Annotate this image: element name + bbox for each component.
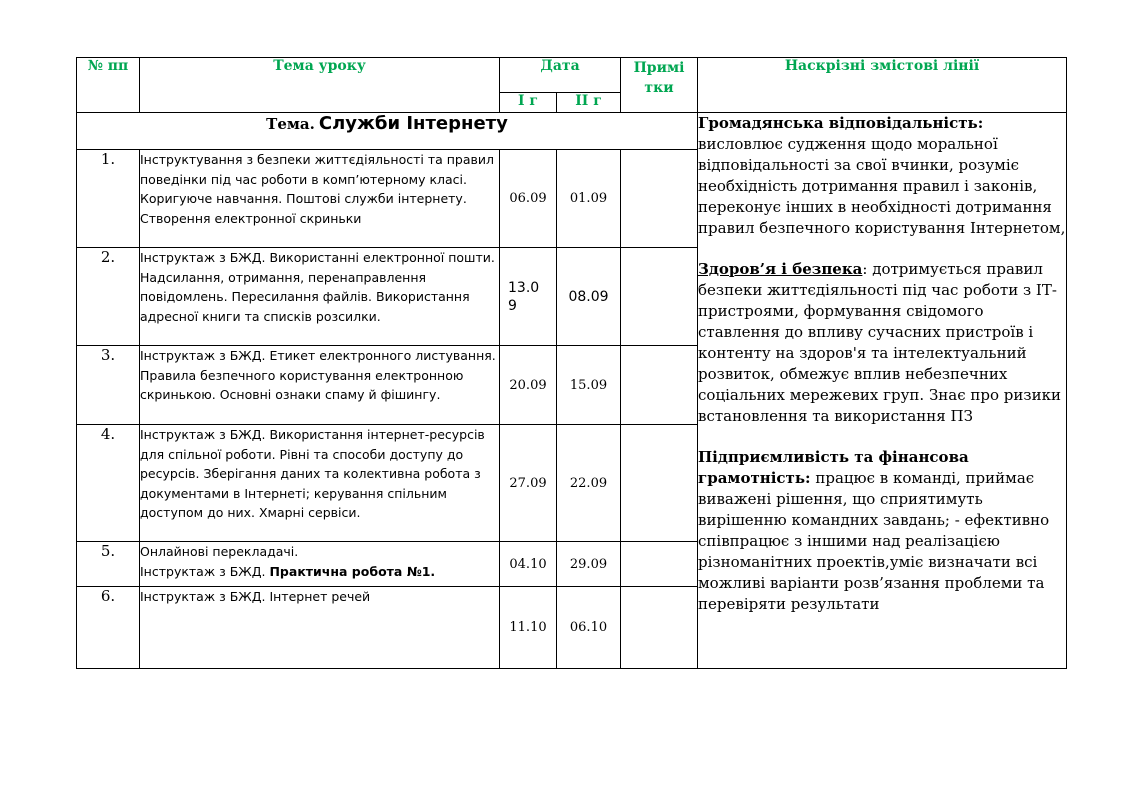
section-label: Тема. xyxy=(266,115,315,133)
line-enterprise-text: працює в команді, приймає виважені рішення, що сприятимуть вирішенню командних завдань; - ефективно співпрацює з іншими над реалізацією різноманітних проектів,уміє визначати всі можливі варіанти розв’язання проблеми та перевіряти результати xyxy=(698,469,1050,613)
row-notes xyxy=(621,150,698,248)
line-enterprise xyxy=(698,447,1066,615)
cross-cutting-lines xyxy=(698,113,1067,669)
line-health xyxy=(698,259,1066,427)
header-row xyxy=(77,58,1067,93)
row-topic: Інструктаж з БЖД. Інтернет речей xyxy=(140,587,500,669)
row-topic: Інструктаж з БЖД. Використання інтернет-ресурсів для спільної роботи. Рівні та способи доступу до ресурсів. Зберігання даних та колективна робота з документами в Інтернеті; керування спільним доступом до них. Хмарні сервіси. xyxy=(140,425,500,542)
row-topic-line2: Інструктаж з БЖД. xyxy=(140,563,266,579)
line-health-text: : дотримується правил безпеки життєдіяльності під час роботи з ІТ-пристроями, формування свідомого ставлення до впливу сучасних пристроїв і контенту на здоров'я та інтелектуальний розвиток, обмежує вплив небезпечних соціальних мережевих груп. Знає про ризики встановлення та використання ПЗ xyxy=(698,260,1061,425)
header-notes: Примі тки xyxy=(621,58,698,113)
lesson-plan-table xyxy=(76,57,1067,669)
row-number: 6. xyxy=(77,587,140,669)
row-date-g2: 15.09 xyxy=(557,346,621,425)
row-number: 2. xyxy=(77,248,140,346)
row-topic-practical: Практична робота №1. xyxy=(269,563,436,579)
row-notes xyxy=(621,542,698,587)
row-date-g1: 04.10 xyxy=(500,542,557,587)
header-date-group2: ІІ г xyxy=(557,93,621,113)
header-topic: Тема уроку xyxy=(140,58,500,113)
header-num: № пп xyxy=(77,58,140,113)
row-notes xyxy=(621,346,698,425)
row-date-g1: 27.09 xyxy=(500,425,557,542)
header-date-group1: І г xyxy=(500,93,557,113)
header-lines: Наскрізні змістові лінії xyxy=(698,58,1067,113)
row-topic: Інструктаж з БЖД. Використанні електронної пошти. Надсилання, отримання, перенаправлення повідомлень. Пересилання файлів. Використання адресної книги та списків розсилки. xyxy=(140,248,500,346)
row-date-g2: 08.09 xyxy=(557,248,621,346)
line-health-heading: Здоров’я і безпека xyxy=(698,260,863,278)
row-topic-line1: Онлайнові перекладачі. xyxy=(140,544,299,559)
row-topic: Інструктування з безпеки життєдіяльності та правил поведінки під час роботи в комп’ютерному класі. Коригуюче навчання. Поштові служби інтернету. Створення електронної скриньки xyxy=(140,150,500,248)
row-number: 3. xyxy=(77,346,140,425)
line-civic-heading: Громадянська відповідальність: xyxy=(698,114,984,132)
line-civic-text: висловлює судження щодо моральної відповідальності за свої вчинки, розуміє необхідність дотримання правил і законів, переконує інших в необхідності дотримання правил безпечного користування Інтернетом, xyxy=(698,135,1066,237)
section-title-cell xyxy=(77,113,698,150)
row-date-g1: 20.09 xyxy=(500,346,557,425)
row-topic xyxy=(140,542,500,587)
row-notes xyxy=(621,587,698,669)
row-notes xyxy=(621,248,698,346)
section-row xyxy=(77,113,1067,150)
row-number: 5. xyxy=(77,542,140,587)
row-date-g2: 01.09 xyxy=(557,150,621,248)
row-date-g2: 22.09 xyxy=(557,425,621,542)
row-date-g1: 11.10 xyxy=(500,587,557,669)
header-date: Дата xyxy=(500,58,621,93)
section-title: Служби Інтернету xyxy=(318,113,508,134)
row-number: 1. xyxy=(77,150,140,248)
row-date-g1: 13.09 xyxy=(508,279,540,314)
line-civic xyxy=(698,113,1066,239)
row-topic: Інструктаж з БЖД. Етикет електронного листування. Правила безпечного користування електронною скринькою. Основні ознаки спаму й фішингу. xyxy=(140,346,500,425)
row-number: 4. xyxy=(77,425,140,542)
row-date-g1: 06.09 xyxy=(500,150,557,248)
row-notes xyxy=(621,425,698,542)
row-date-g2: 29.09 xyxy=(557,542,621,587)
line-enterprise-heading: Підприємливість та фінансова грамотність: xyxy=(698,448,969,487)
row-date-g1-cell xyxy=(500,248,557,346)
row-date-g2: 06.10 xyxy=(557,587,621,669)
